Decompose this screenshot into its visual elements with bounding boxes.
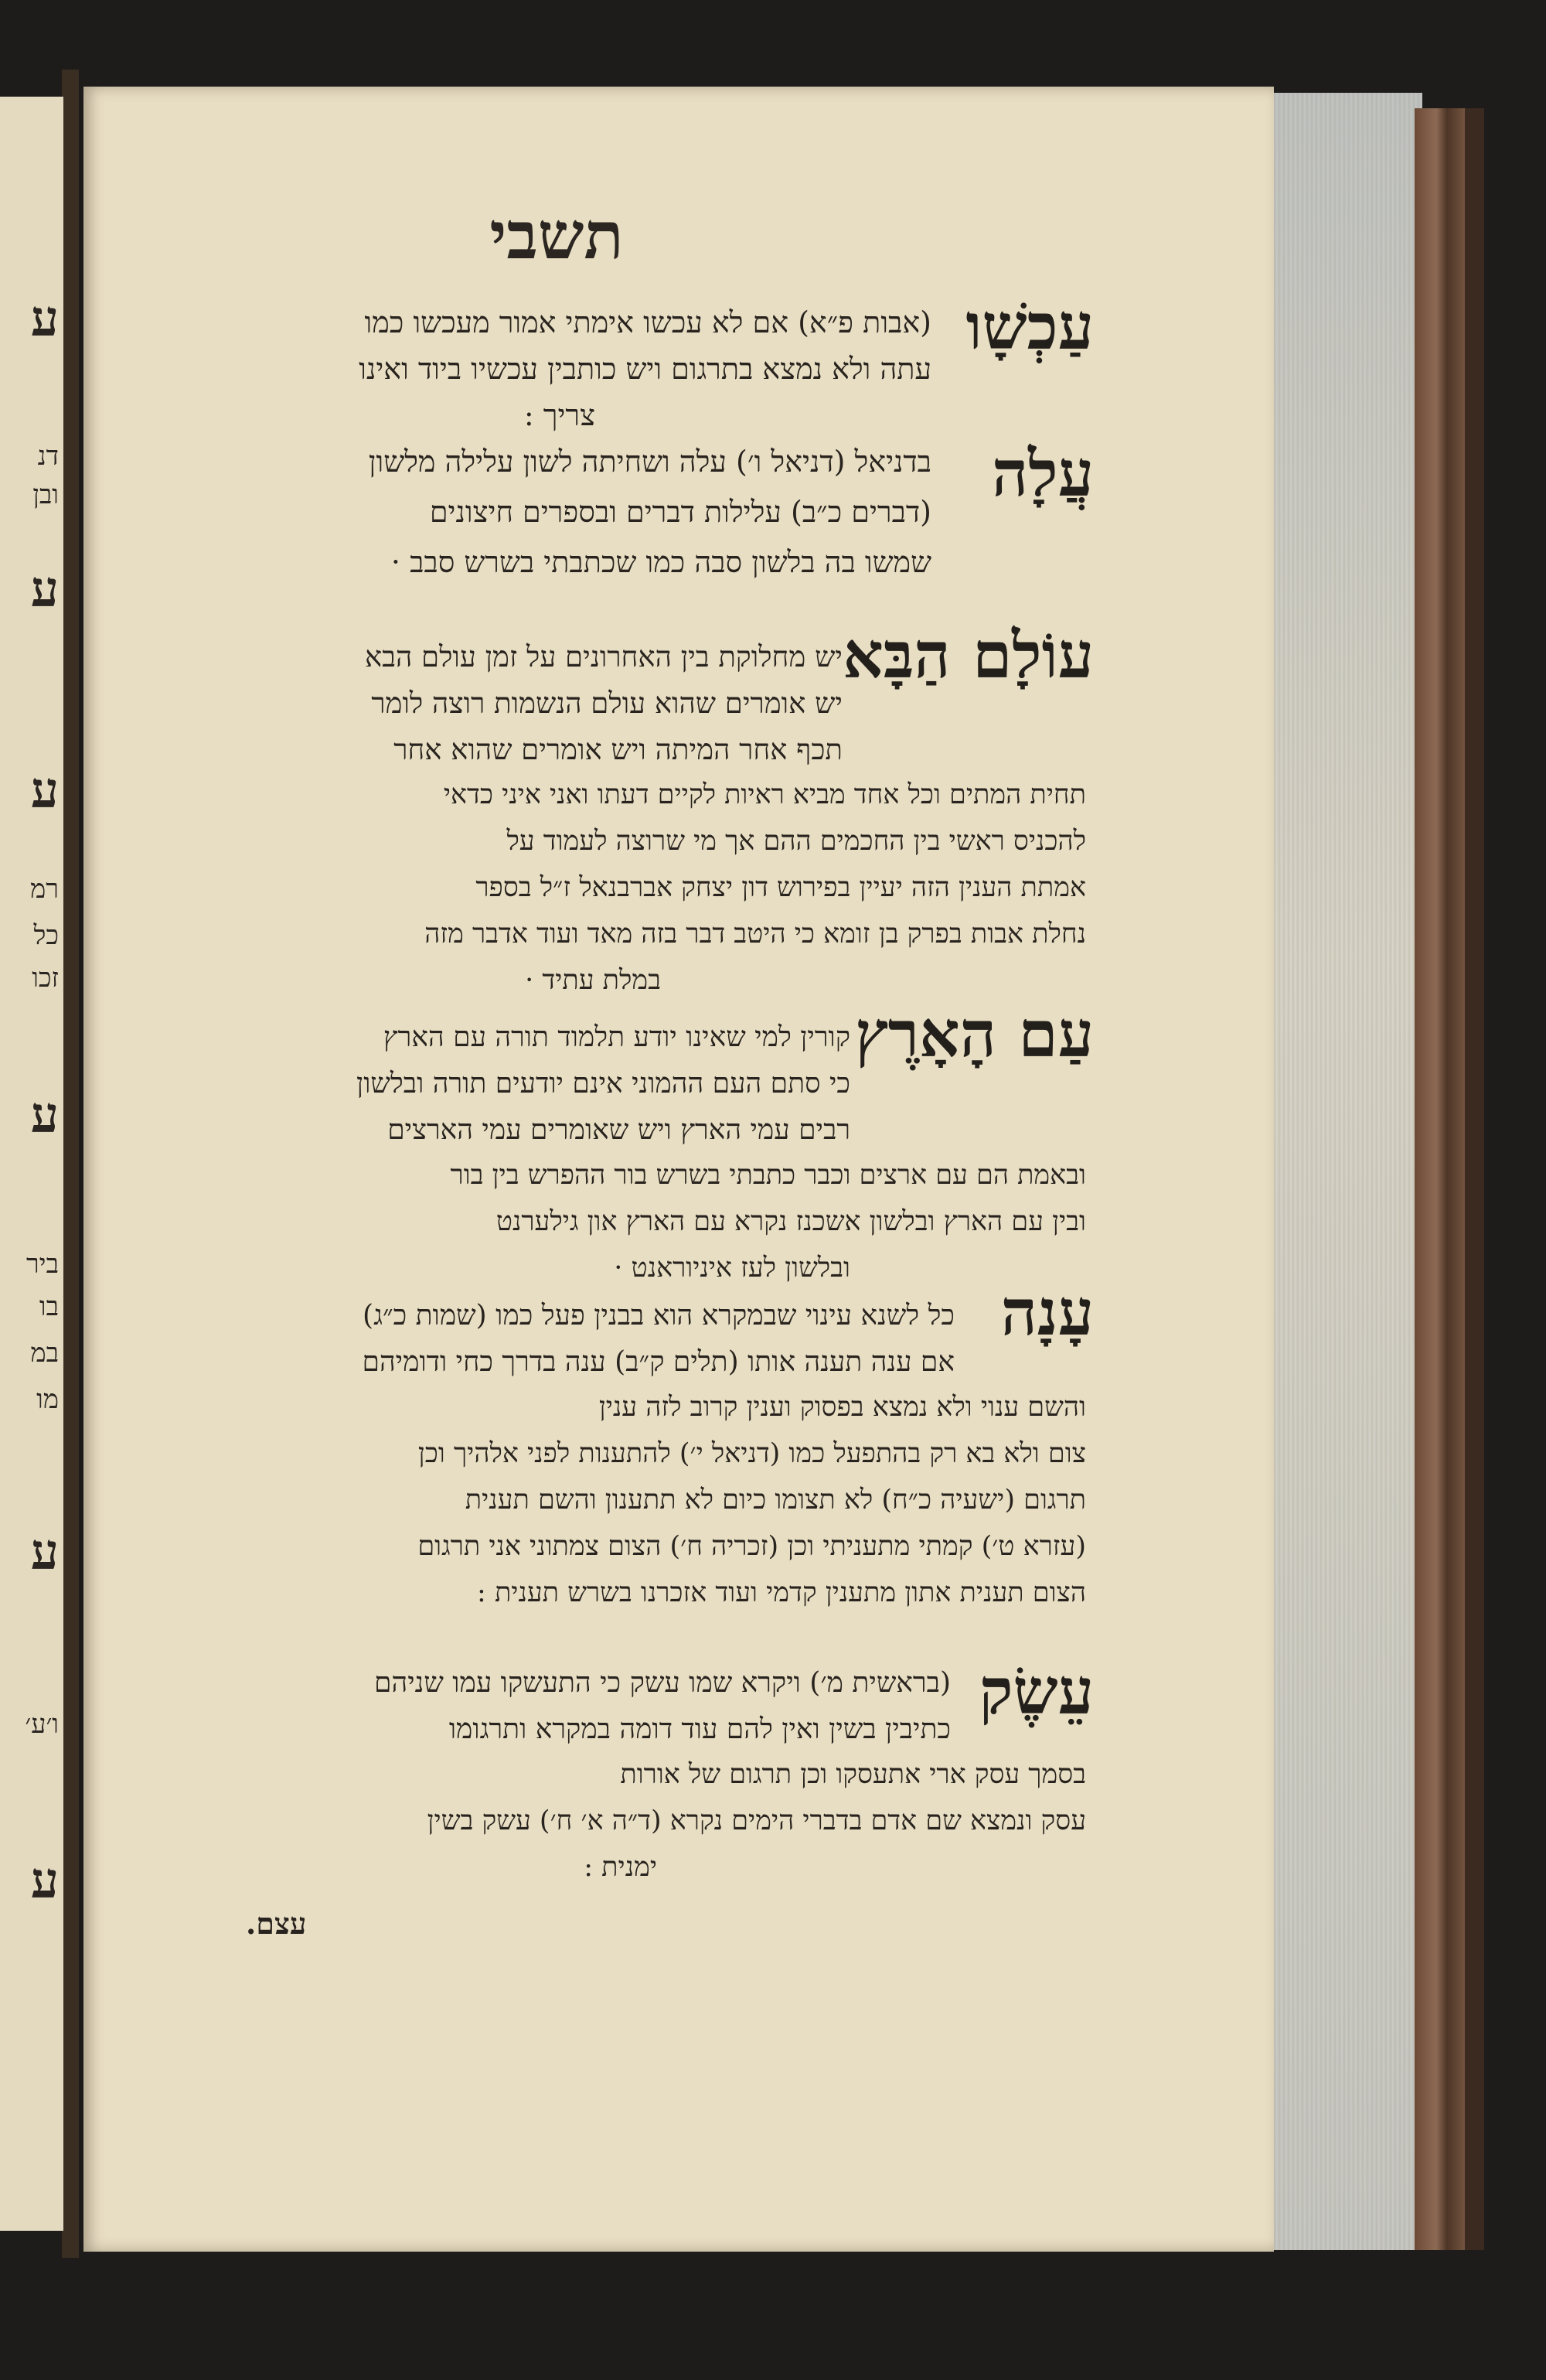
entry-line: עתה ולא נמצא בתרגום ויש כותבין עכשיו ביוד ואינו <box>359 352 931 386</box>
left-fragment: ע <box>30 561 59 619</box>
left-fragment: רמ <box>30 874 59 905</box>
entry-headword: עֵשֶׂק <box>979 1655 1094 1729</box>
entry-headword: עוֹלָם הַבָּא <box>843 619 1094 693</box>
entry-line: עסק ונמצא שם אדם בדברי הימים נקרא (ד״ה א׳ ח׳) עשק בשין <box>427 1805 1086 1836</box>
left-fragment: ע <box>30 1852 59 1910</box>
entry-line: והשם ענוי ולא נמצא בפסוק וענין קרוב לזה ענין <box>598 1392 1086 1423</box>
entry-line: כל לשנא עינוי שבמקרא הוא בבנין פעל כמו (שמות כ״ג) <box>363 1300 955 1332</box>
entry-line: יש מחלוקת בין האחרונים על זמן עולם הבא <box>364 640 843 673</box>
running-title: תשבי <box>489 197 624 274</box>
entry-line: בסמך עסק ארי אתעסקו וכן תרגום של אורות <box>620 1759 1086 1790</box>
left-fragment: כל <box>33 920 59 951</box>
left-fragment: ובן <box>32 479 59 510</box>
left-fragment: מו <box>36 1384 59 1415</box>
entry-line: רבים עמי הארץ ויש שאומרים עמי הארצים <box>387 1114 850 1146</box>
page-edges-shade <box>1268 93 1422 2250</box>
entry-line: ימנית : <box>584 1852 657 1883</box>
left-fragment: דנ <box>37 441 59 472</box>
entry-line: תרגום (ישעיה כ״ח) לא תצומו כיום לא תתענון והשם תענית <box>465 1485 1086 1516</box>
left-fragment: ע <box>30 1523 59 1581</box>
entry-headword: עַם הָאָרֶץ <box>855 997 1094 1072</box>
entry-line: תכף אחר המיתה ויש אומרים שהוא אחר <box>393 733 843 766</box>
left-page-strip <box>0 97 63 2231</box>
entry-line: (דברים כ״ב) עלילות דברים ובספרים חיצונים <box>429 495 931 529</box>
entry-line: ובלשון לעז איניוראנט · <box>614 1253 850 1284</box>
left-fragment: ע <box>30 290 59 348</box>
left-fragment: ביר <box>26 1249 59 1280</box>
left-fragment: בו <box>39 1291 59 1322</box>
entry-line: (עזרא ט׳) קמתי מתעניתי וכן (זכריה ח׳) הצום צמתוני אני תרגום <box>417 1531 1086 1562</box>
entry-line: אמתת הענין הזה יעיין בפירוש דון יצחק אברבנאל ז״ל בספר <box>475 872 1086 903</box>
entry-line: כתיבין בשין ואין להם עוד דומה במקרא ותרגומו <box>448 1713 951 1745</box>
entry-line: צום ולא בא רק בהתפעל כמו (דניאל י׳) להתענות לפני אלהיך וכן <box>417 1438 1086 1469</box>
entry-line: הצום תענית אתון מתענין קדמי ועוד אזכרנו בשרש תענית : <box>477 1577 1086 1608</box>
entry-line: ובאמת הם עם ארצים וכבר כתבתי בשרש בור ההפרש בין בור <box>450 1160 1086 1191</box>
entry-line: כי סתם העם ההמוני אינם יודעים תורה ובלשון <box>356 1068 850 1100</box>
left-fragment: ו׳ע׳ <box>25 1709 59 1740</box>
left-cover-edge <box>62 70 79 2258</box>
entry-headword: עָנָה <box>1000 1276 1094 1350</box>
entry-line: (בראשית מ׳) ויקרא שמו עשק כי התעשקו עמו שניהם <box>374 1667 951 1699</box>
entry-line: יש אומרים שהוא עולם הנשמות רוצה לומר <box>371 687 843 720</box>
left-fragment: זכו <box>32 963 59 994</box>
entry-line: נחלת אבות בפרק בן זומא כי היטב דבר בזה מאד ועוד אדבר מזה <box>424 919 1086 950</box>
entry-line: צריך : <box>523 398 595 432</box>
left-fragment: במ <box>30 1338 59 1369</box>
entry-line: קורין למי שאינו יודע תלמוד תורה עם הארץ <box>383 1021 850 1053</box>
entry-line: שמשו בה בלשון סבה כמו שכתבתי בשרש סבב · <box>390 545 931 579</box>
left-fragment: ע <box>30 1086 59 1144</box>
entry-line: (אבות פ״א) אם לא עכשו אימתי אמור מעכשו כמו <box>364 305 931 339</box>
entry-line: להכניס ראשי בין החכמים ההם אך מי שרוצה לעמוד על <box>506 826 1086 857</box>
cover-edge-dark <box>1465 108 1484 2250</box>
entry-line: תחית המתים וכל אחד מביא ראיות לקיים דעתו ואני איני כדאי <box>443 779 1086 810</box>
entry-line: ובין עם הארץ ובלשון אשכנז נקרא עם הארץ און גילערנט <box>495 1206 1086 1237</box>
entry-headword: עֲלָה <box>992 437 1094 511</box>
entry-line: במלת עתיד · <box>525 965 661 996</box>
left-fragment: ע <box>30 762 59 820</box>
entry-line: אם ענה תענה אותו (תלים ק״ב) ענה בדרך כחי ודומיהם <box>362 1346 955 1378</box>
marbled-cover-edge <box>1415 108 1469 2250</box>
entry-headword: עַכְשָׁו <box>965 290 1094 364</box>
catchword: עצם. <box>246 1906 307 1941</box>
entry-line: בדניאל (דניאל ו׳) עלה ושחיתה לשון עלילה מלשון <box>368 445 931 479</box>
